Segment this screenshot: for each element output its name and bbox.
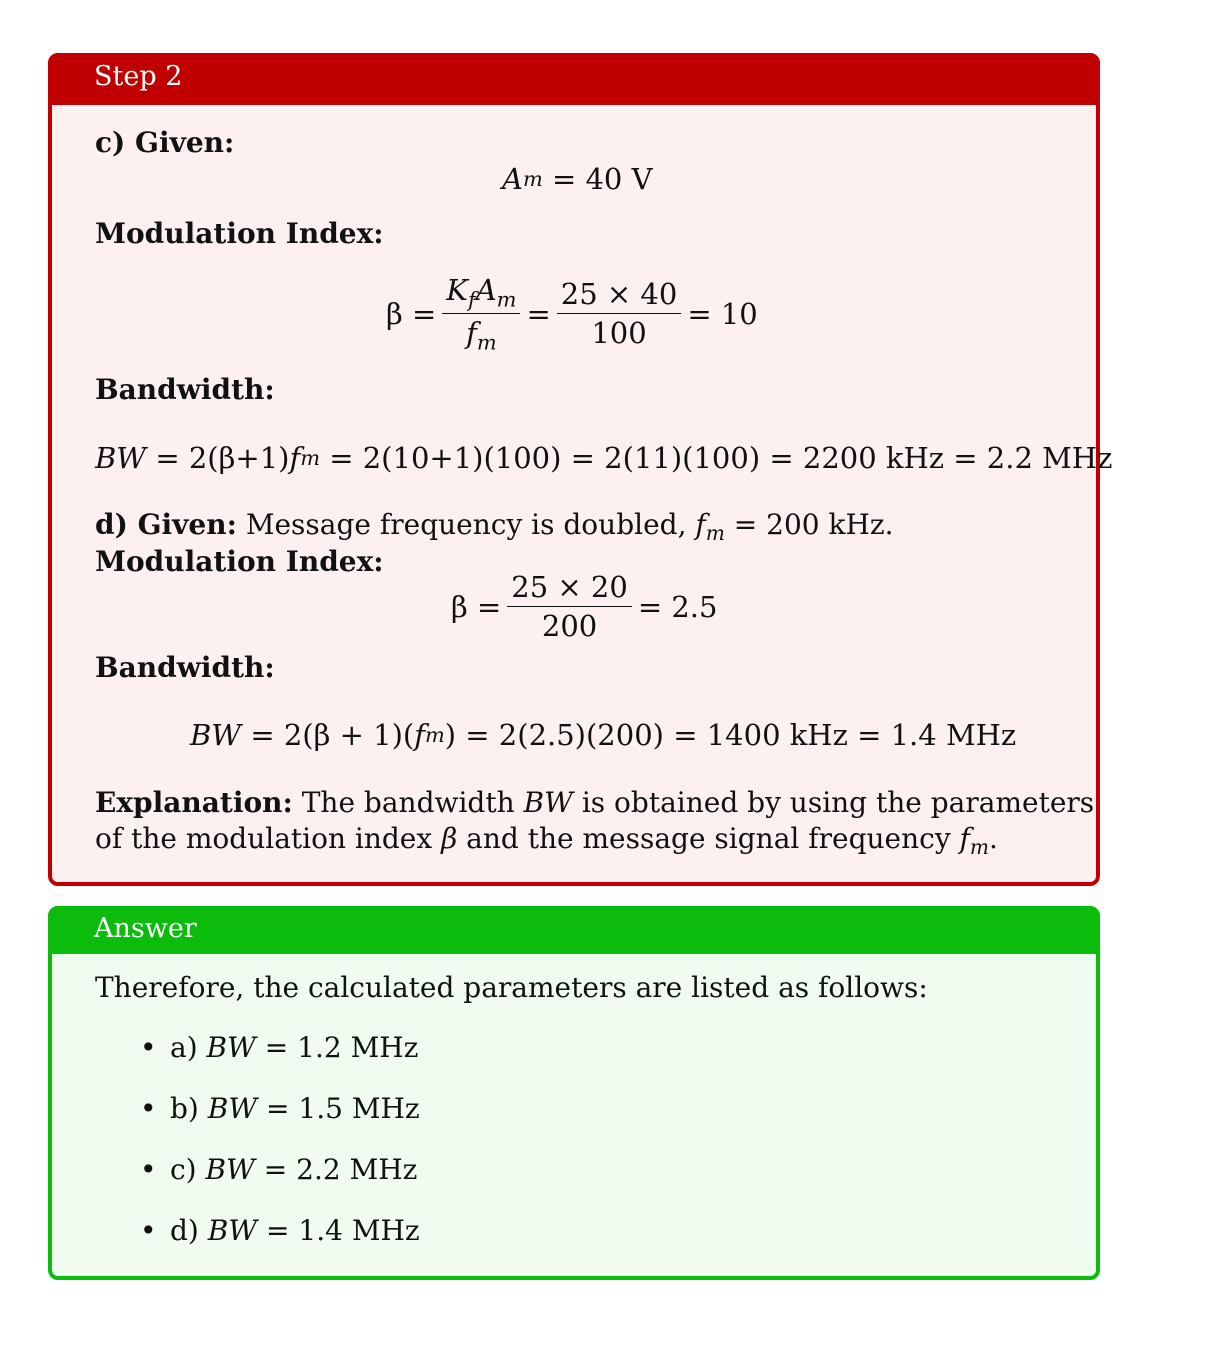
bw-symbol: BW (95, 441, 147, 475)
item-label: d) (170, 1214, 199, 1247)
d-given-value: = 200 kHz. (733, 508, 894, 541)
item-value: = 1.2 MHz (264, 1031, 419, 1064)
step-title: Step 2 (48, 53, 1100, 105)
answer-item (170, 1153, 417, 1186)
fm-subscript: m (424, 723, 445, 747)
item-value: = 1.5 MHz (266, 1092, 420, 1125)
equals-sign: = (526, 296, 551, 331)
bw-part: = 2(β + 1)( (241, 718, 415, 752)
item-label: c) (170, 1153, 197, 1186)
bw-symbol: BW (206, 1031, 256, 1064)
explanation-text: The bandwidth (301, 786, 515, 819)
explanation-text: and the message signal frequency (466, 822, 951, 855)
d-beta-equation (451, 570, 717, 643)
explanation-text: of the modulation index (95, 822, 433, 855)
answer-item (170, 1214, 420, 1247)
item-label: b) (170, 1092, 199, 1125)
bw-result: ) = 2(2.5)(200) = 1400 kHz = 1.4 MHz (444, 718, 1017, 752)
d-bandwidth-equation (190, 718, 1016, 752)
beta-lhs: β = (451, 589, 502, 624)
d-bandwidth-label: Bandwidth: (95, 651, 275, 684)
answer-item (170, 1031, 418, 1064)
explanation-line-1 (95, 786, 1094, 820)
answer-title: Answer (48, 906, 1100, 954)
fm-subscript: m (705, 521, 725, 546)
beta-result: = 10 (687, 296, 758, 331)
am-subscript: m (522, 167, 543, 191)
fraction-numerator: 25 × 40 (557, 277, 682, 314)
answer-intro: Therefore, the calculated parameters are listed as follows: (95, 971, 928, 1004)
fm-symbol: f (959, 822, 970, 855)
fm-subscript: m (969, 835, 990, 860)
bw-result: = 2(10+1)(100) = 2(11)(100) = 2200 kHz = 2.2 MHz (320, 441, 1113, 475)
c-bandwidth-label: Bandwidth: (95, 373, 275, 406)
c-modulation-label: Modulation Index: (95, 217, 384, 250)
beta-result: = 2.5 (637, 589, 718, 624)
am-symbol: A (502, 162, 523, 196)
bw-symbol: BW (207, 1214, 258, 1247)
fraction-denominator: 200 (541, 609, 598, 643)
kf-am-over-fm-fraction (442, 273, 520, 355)
explanation-line-2 (95, 822, 998, 859)
bw-symbol: BW (190, 718, 242, 752)
period: . (989, 822, 998, 855)
fm-symbol: f (695, 508, 706, 541)
c-given-label: c) Given: (95, 126, 235, 159)
answer-item (170, 1092, 420, 1125)
bw-symbol: BW (207, 1092, 258, 1125)
d-given-text: Message frequency is doubled, (245, 508, 687, 541)
kf-subscript: f (467, 287, 476, 312)
numeric-fraction (507, 570, 632, 643)
fm-symbol: f (414, 718, 425, 752)
bw-symbol: BW (523, 786, 573, 819)
beta-symbol: β (441, 822, 458, 855)
item-value: = 2.2 MHz (263, 1153, 418, 1186)
am-value: = 40 V (551, 162, 653, 196)
item-value: = 1.4 MHz (266, 1214, 420, 1247)
c-given-equation (502, 162, 653, 196)
am-subscript-2: m (496, 287, 517, 312)
c-beta-equation (386, 273, 758, 355)
beta-lhs: β = (386, 296, 437, 331)
explanation-text: is obtained by using the parameters (581, 786, 1095, 819)
bw-symbol: BW (205, 1153, 255, 1186)
explanation-label: Explanation: (95, 786, 293, 819)
numeric-fraction (557, 277, 682, 350)
fm-subscript: m (476, 330, 497, 355)
d-given-label: d) Given: (95, 508, 237, 541)
d-given-line (95, 508, 894, 545)
am-symbol-2: A (475, 273, 497, 307)
fm-symbol: f (466, 316, 477, 351)
item-label: a) (170, 1031, 198, 1064)
fraction-denominator: 100 (591, 316, 647, 351)
fm-subscript: m (300, 446, 320, 470)
fm-symbol: f (289, 441, 301, 475)
kf-symbol: K (446, 273, 468, 307)
fraction-numerator: 25 × 20 (507, 570, 632, 607)
bw-part: = 2(β+1) (146, 441, 290, 475)
c-bandwidth-equation (95, 441, 1112, 475)
d-modulation-label: Modulation Index: (95, 545, 384, 578)
